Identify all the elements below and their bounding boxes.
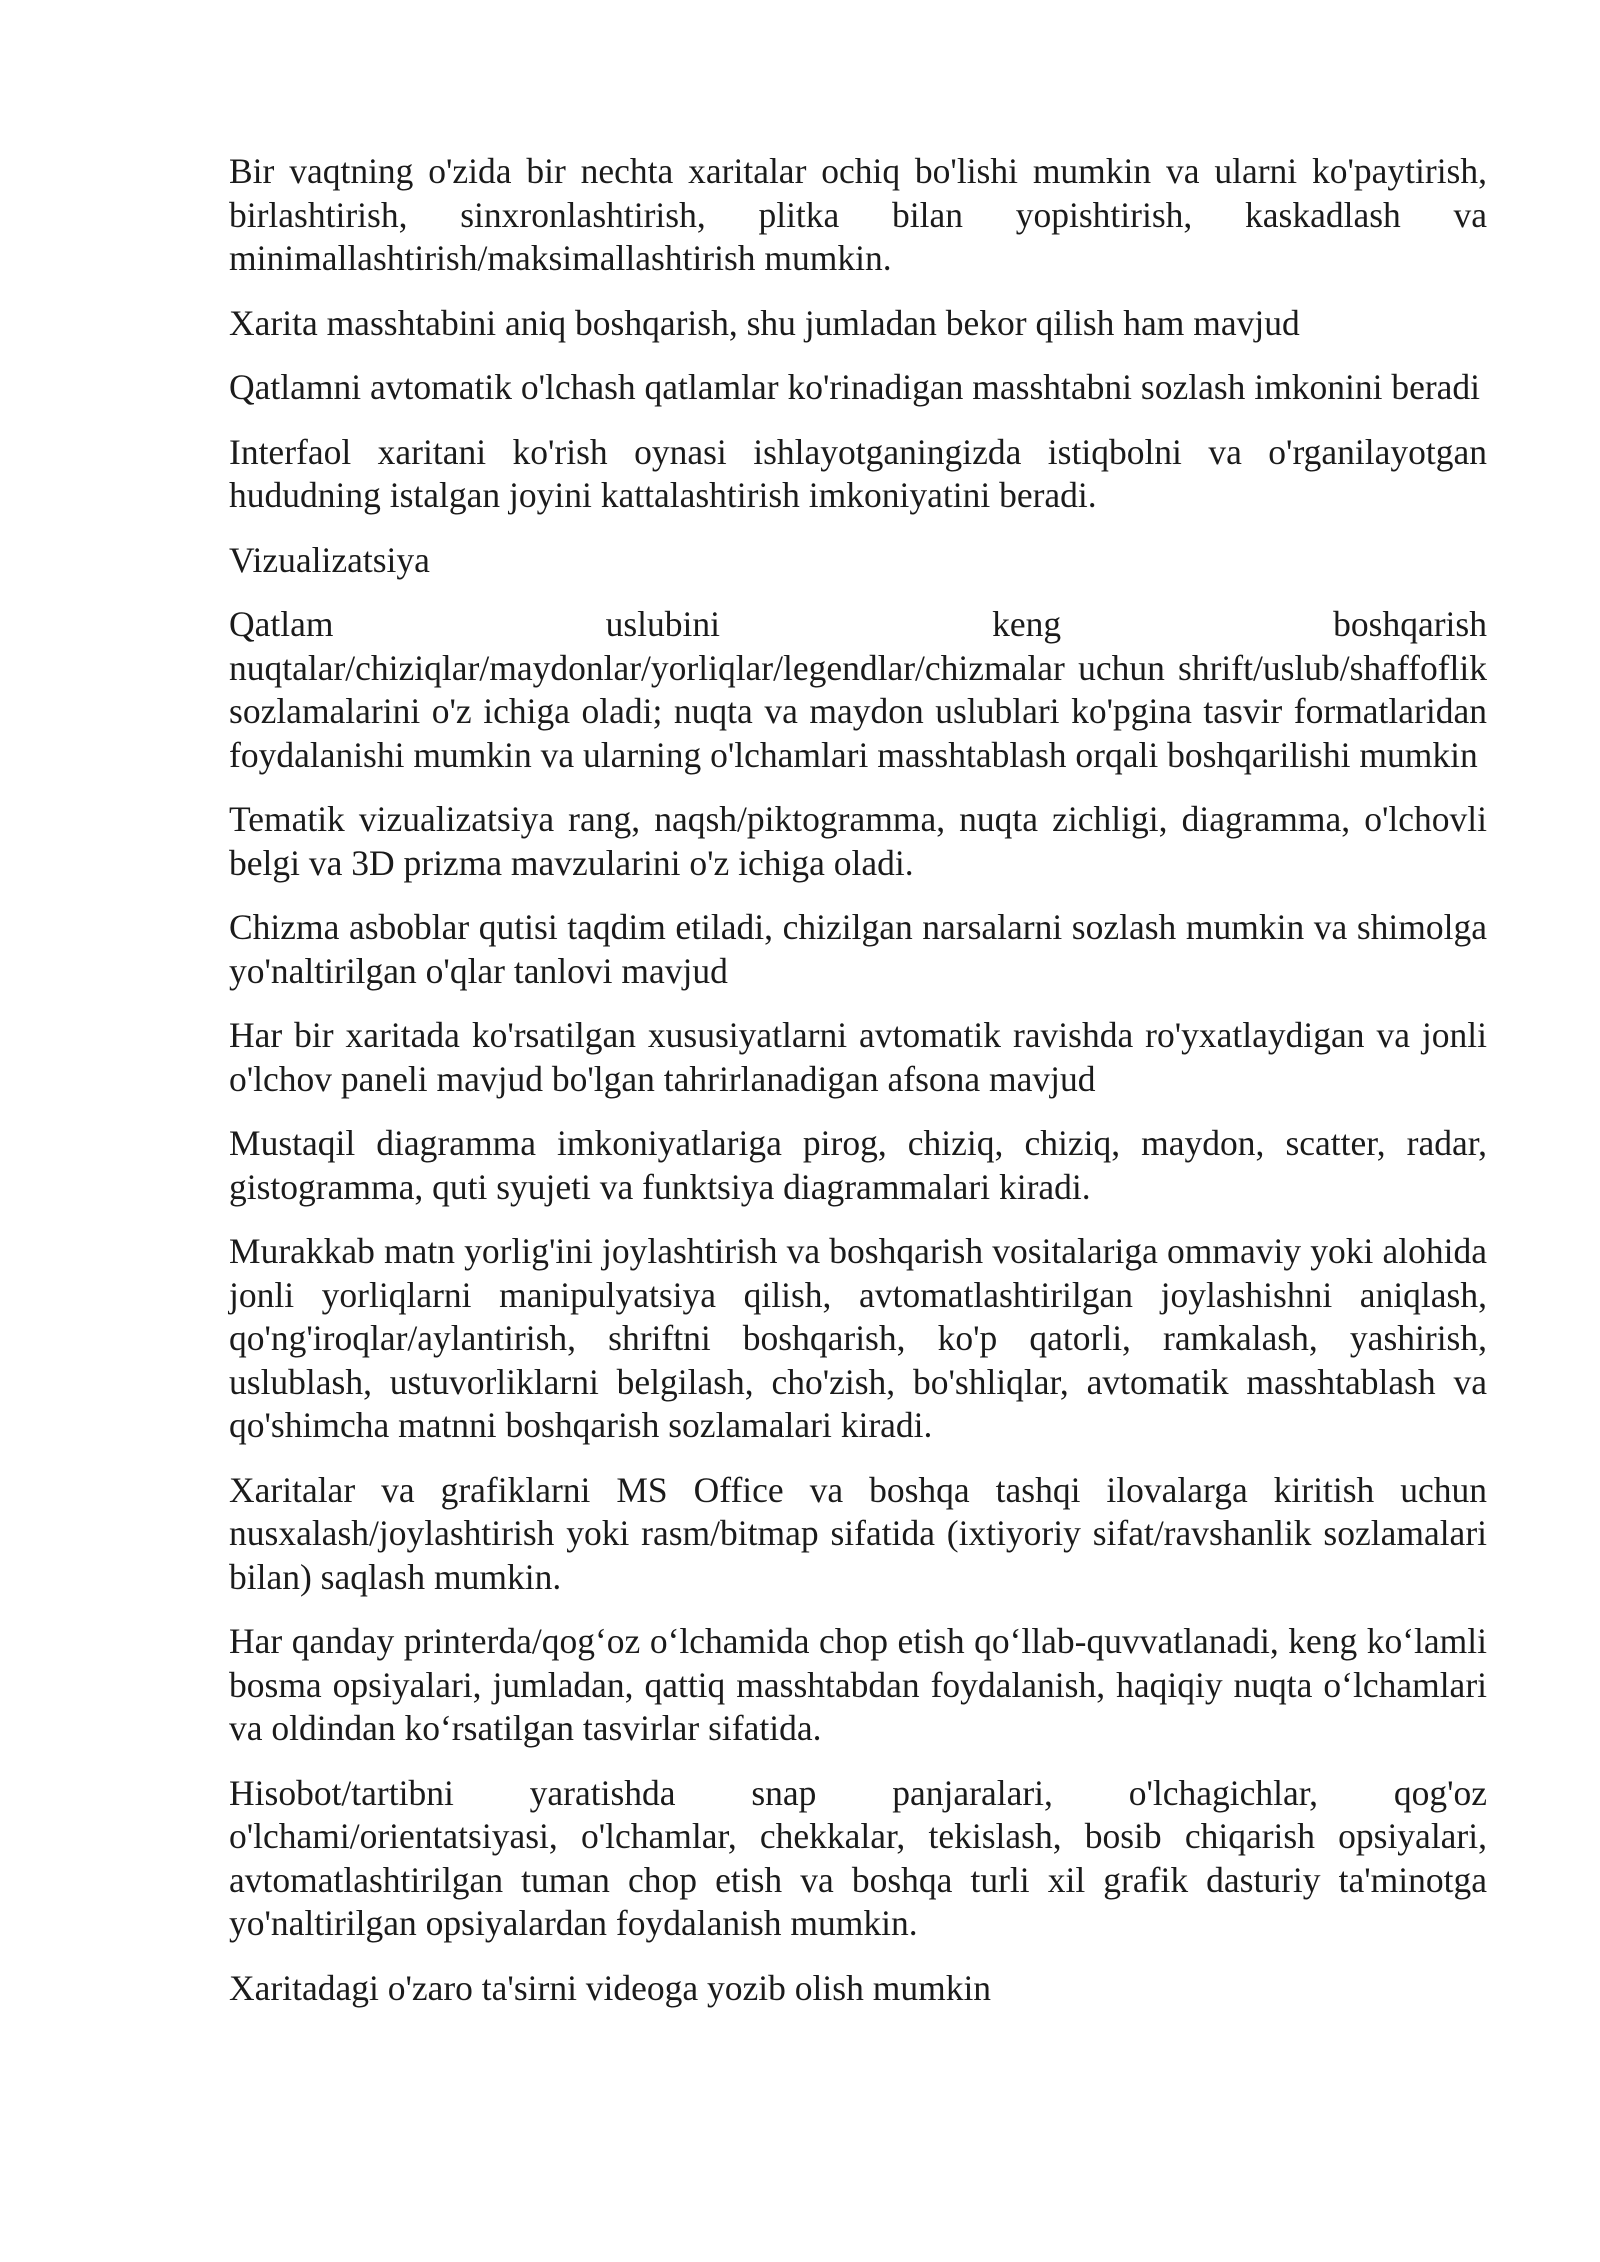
paragraph-text-labels: Murakkab matn yorlig'ini joylashtirish va boshqarish vositalariga ommaviy yoki alohida jonli yorliqlarni manipulyatsiya qilish, avtomatlashtirilgan joylashishni aniqlash, qo'ng'iroqlar/aylantirish, shriftni boshqarish, ko'p qatorli, ramkalash, yashirish, uslublash, ustuvorliklarni belgilash, cho'zish, bo'shliqlar, avtomatik masshtablash va qo'shimcha matnni boshqarish sozlamalari kiradi. — [229, 1231, 1487, 1445]
paragraph-chart-capabilities: Mustaqil diagramma imkoniyatlariga pirog, chiziq, chiziq, maydon, scatter, radar, gistogramma, quti syujeti va funktsiya diagrammalari kiradi. — [229, 1123, 1487, 1207]
paragraph-multiple-maps: Bir vaqtning o'zida bir nechta xaritalar ochiq bo'lishi mumkin va ularni ko'paytirish, birlashtirish, sinxronlashtirish, plitka bilan yopishtirish, kaskadlash va minimallashtirish/maksimallashtirish mumkin. — [229, 151, 1487, 278]
paragraph-interactive-view: Interfaol xaritani ko'rish oynasi ishlayotganingizda istiqbolni va o'rganilayotgan hududning istalgan joyini kattalashtirish imkoniyatini beradi. — [229, 431, 1487, 515]
paragraph-video-recording: Xaritadagi o'zaro ta'sirni videoga yozib olish mumkin — [229, 1967, 992, 2008]
paragraph-layer-style: Qatlam uslubini keng boshqarish nuqtalar/chiziqlar/maydonlar/yorliqlar/legendlar/chizmalar uchun shrift/uslub/shaffoflik sozlamalarini o'z ichiga oladi; nuqta va maydon uslublari ko'pgina tasvir formatlaridan foydalanishi mumkin va ularning o'lchamlari masshtablash orqali boshqarilishi mumkin — [229, 604, 1487, 775]
paragraph-drawing-toolbox: Chizma asboblar qutisi taqdim etiladi, chizilgan narsalarni sozlash mumkin va shimolga yo'naltirilgan o'qlar tanlovi mavjud — [229, 907, 1487, 991]
paragraph-editable-legend: Har bir xaritada ko'rsatilgan xususiyatlarni avtomatik ravishda ro'yxatlaydigan va jonli o'lchov paneli mavjud bo'lgan tahrirlanadigan afsona mavjud — [229, 1015, 1487, 1099]
paragraph-thematic-visualization: Tematik vizualizatsiya rang, naqsh/piktogramma, nuqta zichligi, diagramma, o'lchovli belgi va 3D prizma mavzularini o'z ichiga oladi. — [229, 799, 1487, 883]
paragraph-map-scale: Xarita masshtabini aniq boshqarish, shu jumladan bekor qilish ham mavjud — [229, 302, 1300, 343]
paragraph-printing: Har qanday printerda/qog‘oz o‘lchamida chop etish qo‘llab-quvvatlanadi, keng ko‘lamli bosma opsiyalari, jumladan, qattiq masshtabdan foydalanish, haqiqiy nuqta o‘lchamlari va oldindan ko‘rsatilgan tasvirlar sifatida. — [229, 1621, 1487, 1748]
document-page — [229, 150, 1487, 2031]
paragraph-copy-paste: Xaritalar va grafiklarni MS Office va boshqa tashqi ilovalarga kiritish uchun nusxalash/joylashtirish yoki rasm/bitmap sifatida (ixtiyoriy sifat/ravshanlik sozlamalari bilan) saqlash mumkin. — [229, 1469, 1487, 1597]
section-heading-visualization: Vizualizatsiya — [229, 539, 430, 580]
paragraph-report-layout: Hisobot/tartibni yaratishda snap panjaralari, o'lchagichlar, qog'oz o'lchami/orientatsiyasi, o'lchamlar, chekkalar, tekislash, bosib chiqarish opsiyalari, avtomatlashtirilgan tuman chop etish va boshqa turli xil grafik dasturiy ta'minotga yo'naltirilgan opsiyalardan foydalanish mumkin. — [229, 1772, 1487, 1943]
paragraph-layer-scaling: Qatlamni avtomatik o'lchash qatlamlar ko'rinadigan masshtabni sozlash imkonini beradi — [229, 367, 1481, 407]
